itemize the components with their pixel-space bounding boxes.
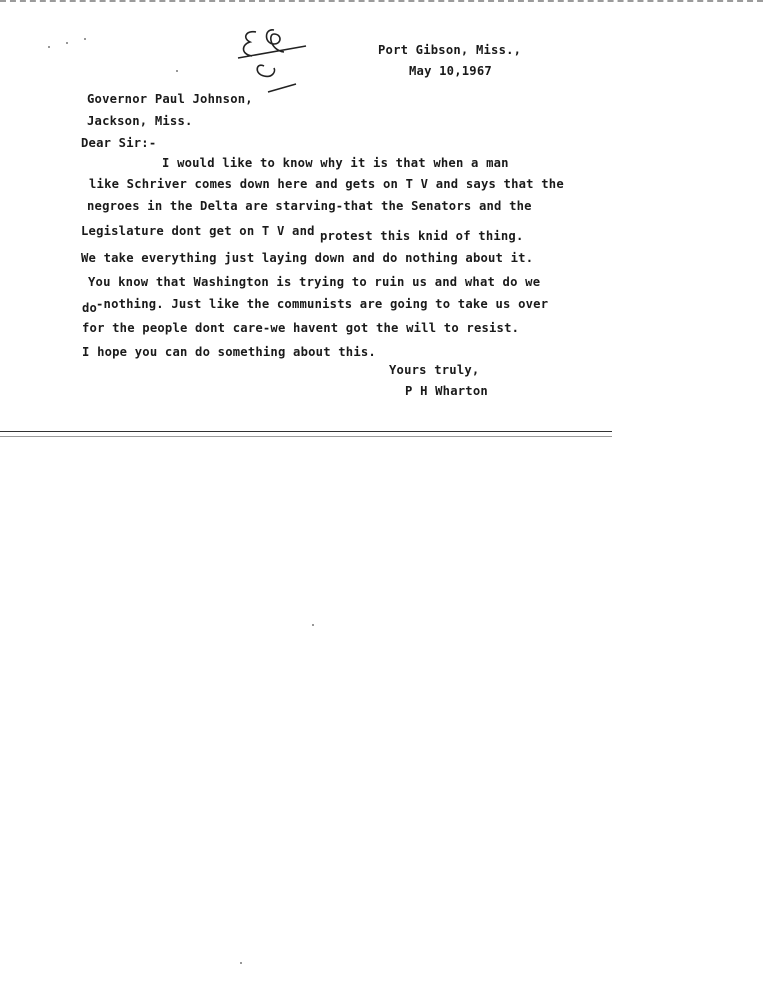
signature: P H Wharton [405,384,488,398]
page-bottom-edge-shadow [0,436,612,437]
letter-date: May 10,1967 [409,64,492,78]
body-line: negroes in the Delta are starving-that the Senators and the [87,199,532,213]
body-line: like Schriver comes down here and gets on T V and says that the [89,177,564,191]
body-line: protest this knid of thing. [320,229,524,243]
body-line: You know that Washington is trying to ruin us and what do we [88,275,541,289]
body-line: do [82,301,98,315]
scan-speck [176,70,178,72]
body-line: I hope you can do something about this. [82,345,376,359]
salutation: Dear Sir:- [81,136,157,150]
scan-speck [312,624,314,626]
handwritten-file-mark [234,22,314,102]
recipient-city: Jackson, Miss. [87,114,193,128]
body-line: I would like to know why it is that when a man [162,156,509,170]
body-line: We take everything just laying down and do nothing about it. [81,251,534,265]
scan-speck [66,42,68,44]
scan-speck [240,962,242,964]
body-line: for the people dont care-we havent got the will to resist. [82,321,520,335]
page-bottom-edge [0,431,612,432]
body-line: -nothing. Just like the communists are going to take us over [96,297,549,311]
scan-speck [48,46,50,48]
letter-place: Port Gibson, Miss., [378,43,522,57]
body-line: Legislature dont get on T V and [81,224,315,238]
closing: Yours truly, [389,363,480,377]
recipient-name: Governor Paul Johnson, [87,92,253,106]
scan-speck [84,38,86,40]
scan-top-edge [0,0,763,6]
